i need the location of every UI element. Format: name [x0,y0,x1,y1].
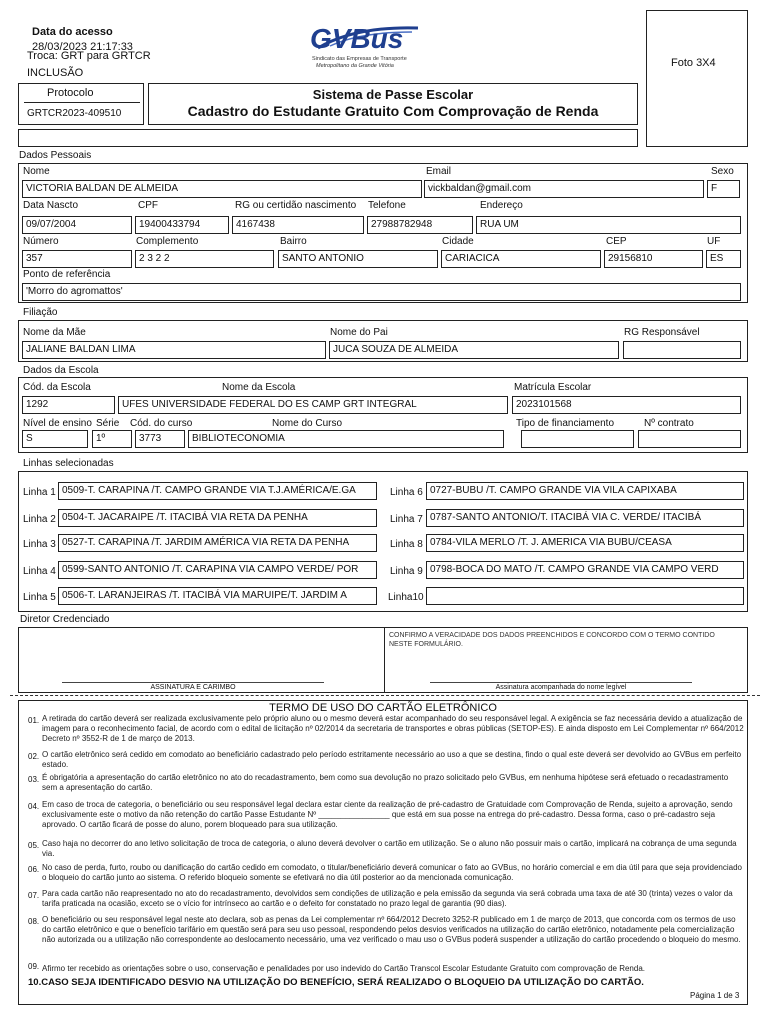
enroll-label: Matrícula Escolar [514,382,592,393]
line-field[interactable]: 0798-BOCA DO MATO /T. CAMPO GRANDE VIA CAMPO VERD [426,561,744,579]
guardian-field[interactable] [623,341,741,359]
name-field[interactable]: VICTORIA BALDAN DE ALMEIDA [22,180,422,198]
header-strip [18,129,638,147]
term-number: 03. [28,775,40,784]
grade-label: Série [96,418,120,429]
cpf-field[interactable]: 19400433794 [135,216,229,234]
line-label: Linha 6 [390,487,423,498]
confirm-text: CONFIRMO A VERACIDADE DOS DADOS PREENCHIDOS E CONCORDO COM O TERMO CONTIDO NESTE FORMULÁRIO. [389,632,715,648]
city-field[interactable]: CARIACICA [441,250,601,268]
cut-line [10,695,760,696]
access-date: 28/03/2023 21:17:33 [32,41,133,53]
term-item: A retirada do cartão deverá ser realizada exclusivamente pelo próprio aluno ou o mesmo deverá estar acompanhado do seu responsável legal. A exigência se faz necessária devido a atualização de imagem para o reconhecimento facial, de acordo com o edital de licitação nº 02/2014 da secretaria de transportes e obras públicas (SETOP-ES). E ainda disposto em Lei Complementar nº 664/2012 Decreto nº 3552-R de 1 de março de 2013. [42,714,744,743]
line-label: Linha 9 [390,566,423,577]
line-field[interactable]: 0506-T. LARANJEIRAS /T. ITACIBÁ VIA MARUIPE/T. JARDIM A [58,587,377,605]
line-label: Linha 2 [23,514,56,525]
term-number: 08. [28,917,40,926]
course-code-label: Cód. do curso [130,418,193,429]
term-item: Afirmo ter recebido as orientações sobre o uso, conservação e penalidades por uso indevido do Cartão Transcol Escolar Estudante Gratuito com comprovação de Renda. [42,964,646,973]
photo-label: Foto 3X4 [671,57,716,69]
city-label: Cidade [442,236,474,247]
uf-field[interactable]: ES [706,250,741,268]
line-field[interactable]: 0599-SANTO ANTONIO /T. CARAPINA VIA CAMPO VERDE/ POR [58,561,377,579]
personal-section-title: Dados Pessoais [19,150,92,161]
term-item: Caso haja no decorrer do ano letivo solicitação de troca de categoria, o aluno deverá devolver o cartão em utilização. Se o aluno não possuir mais o cartão, implicará na cobrança de uma segunda via. [42,839,737,858]
line-label: Linha 7 [390,514,423,525]
birth-field[interactable]: 09/07/2004 [22,216,132,234]
rg-label: RG ou certidão nascimento [235,200,357,211]
reference-label: Ponto de referência [23,269,111,280]
system-title: Sistema de Passe Escolar [312,87,474,102]
sex-label: Sexo [711,166,734,177]
cep-field[interactable]: 29156810 [604,250,703,268]
term-item-10: 10.CASO SEJA IDENTIFICADO DESVIO NA UTILIZAÇÃO DO BENEFÍCIO, SERÁ REALIZADO O BLOQUEIO DA UTILIZAÇÃO DO CARTÃO. [28,977,644,988]
line-label: Linha 8 [390,539,423,550]
district-field[interactable]: SANTO ANTONIO [278,250,438,268]
level-label: Nível de ensino [23,418,92,429]
line-field[interactable]: 0787-SANTO ANTONIO/T. ITACIBÁ VIA C. VERDE/ ITACIBÁ [426,509,744,527]
phone-field[interactable]: 27988782948 [367,216,473,234]
father-field[interactable]: JUCA SOUZA DE ALMEIDA [329,341,619,359]
name-label: Nome [23,166,50,177]
birth-label: Data Nascto [23,200,79,211]
line-label: Linha 5 [23,592,56,603]
term-number: 06. [28,865,40,874]
director-divider [384,627,385,693]
father-label: Nome do Pai [330,327,388,338]
term-number: 09. [28,962,40,971]
term-item: O beneficiário ou seu responsável legal neste ato declara, sob as penas da Lei complementar nº 664/2012 Decreto 3252-R publicado em 1 de março de 2013, que concorda com os termos de uso do cartão eletrônico e que o benefício tarifário em questão será para seu uso pessoal, respondendo pelos desvios verificados na utilização do cartão eletrônico, notadamente pela comercialização não autorizada ou a utilização não correspondente ao deslocamento necessário, uma vez verificado o mau uso o GVBus poderá suspender a utilização do cartão procedendo o bloqueio do mesmo. [42,915,741,944]
line-field[interactable]: 0784-VILA MERLO /T. J. AMERICA VIA BUBU/CEASA [426,534,744,552]
school-name-label: Nome da Escola [222,382,296,393]
guardian-label: RG Responsável [624,327,700,338]
line-field[interactable] [426,587,744,605]
term-number: 07. [28,891,40,900]
enroll-field[interactable]: 2023101568 [512,396,741,414]
line-label: Linha 1 [23,487,56,498]
funding-field[interactable] [521,430,634,448]
level-field[interactable]: S [22,430,88,448]
cep-label: CEP [606,236,627,247]
reference-field[interactable]: 'Morro do agromattos' [22,283,741,301]
email-label: Email [426,166,452,177]
logo-subtitle-2: Metropolitano da Grande Vitória [316,63,394,69]
contract-field[interactable] [638,430,741,448]
line-field[interactable]: 0504-T. JACARAIPE /T. ITACIBÁ VIA RETA DA PENHA [58,509,377,527]
mother-label: Nome da Mãe [23,327,86,338]
sign-right-label: Assinatura acompanhada do nome legível [495,684,627,691]
phone-label: Telefone [368,200,406,211]
logo-subtitle-1: Sindicato das Empresas de Transporte [312,56,407,62]
director-section-title: Diretor Credenciado [20,614,110,625]
term-item: Para cada cartão não reapresentado no ato do recadastramento, devolvidos sem condições de utilização e pela emissão da segunda via será cobrada uma taxa de até 30 (trinta) vezes o valor da tarifa praticada na ocasião, exceto se o vício for intrínseco ao cartão e o defeito for constatado no prazo legal de garantia (90 dias). [42,889,733,908]
protocol-value: GRTCR2023-409510 [27,108,122,119]
line-field[interactable]: 0727-BUBU /T. CAMPO GRANDE VIA VILA CAPIXABA [426,482,744,500]
address-label: Endereço [480,200,523,211]
term-item: Em caso de troca de categoria, o beneficiário ou seu responsável legal declara estar ciente da realização de pré-cadastro de Gratuidade com Comprovação de Renda, sujeito a aprovação, sendo exclusivamente este o motivo da não retenção do cartão Passe Estudante Nº ________________ que está em sua posse na entrega do pré-cadastro. Dessa forma, caso o pré-cadastro seja aprovado. O cartão ficará de posse do aluno, porem bloqueado para sua utilização. [42,800,733,829]
complement-field[interactable]: 2 3 2 2 [135,250,274,268]
term-item: É obrigatória a apresentação do cartão eletrônico no ato do recadastramento, bem como sua devolução no prazo solicitado pelo GVBus, em nenhuma hipótese será efetuado o recadastramento sem a apresentação do cartão. [42,773,729,792]
access-label: Data do acesso [32,26,113,38]
protocol-label: Protocolo [47,87,94,99]
number-field[interactable]: 357 [22,250,132,268]
gvbus-logo [300,18,440,74]
term-number: 01. [28,716,40,725]
complement-label: Complemento [136,236,199,247]
exchange-text: Troca: GRT para GRTCR [27,50,151,62]
cpf-label: CPF [138,200,158,211]
contract-label: Nº contrato [644,418,694,429]
school-name-field[interactable]: UFES UNIVERSIDADE FEDERAL DO ES CAMP GRT INTEGRAL [118,396,508,414]
inclusion-text: INCLUSÃO [27,67,84,79]
term-item: O cartão eletrônico será cedido em comodato ao beneficiário cadastrado pelo período estritamente necessário ao uso a que se destina, findo o qual este deverá ser devolvido ao GVBus em perfeito estado. [42,750,742,769]
rg-field[interactable]: 4167438 [232,216,364,234]
number-label: Número [23,236,59,247]
page-number: Página 1 de 3 [690,991,740,1000]
funding-label: Tipo de financiamento [516,418,615,429]
school-code-field[interactable]: 1292 [22,396,115,414]
line-label: Linha 3 [23,539,56,550]
term-number: 02. [28,752,40,761]
form-title: Cadastro do Estudante Gratuito Com Comprovação de Renda [187,103,599,119]
sign-left-label: ASSINATURA E CARIMBO [150,684,236,691]
term-item: No caso de perda, furto, roubo ou danificação do cartão cedido em comodato, o titular/beneficiário deverá comunicar o fato ao GVBus, no horário comercial e em dia útil para que seja providenciado o bloqueio do cartão junto ao sistema. O referido bloqueio somente se efetivará no dia útil posterior ao da mencionada comunicação. [42,863,742,882]
address-field[interactable]: RUA UM [476,216,741,234]
course-code-field[interactable]: 3773 [135,430,185,448]
sign-line-right [430,682,692,683]
line-label: Linha 4 [23,566,56,577]
line-field[interactable]: 0509-T. CARAPINA /T. CAMPO GRANDE VIA T.J.AMÉRICA/E.GA [58,482,377,500]
filiation-section-title: Filiação [23,307,58,318]
terms-title: TERMO DE USO DO CARTÃO ELETRÔNICO [269,702,497,714]
course-label: Nome do Curso [272,418,343,429]
line-label: Linha10 [388,592,424,603]
course-field[interactable]: BIBLIOTECONOMIA [188,430,504,448]
sign-line-left [62,682,324,683]
term-number: 05. [28,841,40,850]
logo-text: GVBus [310,23,404,54]
school-code-label: Cód. da Escola [23,382,91,393]
uf-label: UF [707,236,721,247]
district-label: Bairro [280,236,307,247]
term-number: 04. [28,802,40,811]
email-field[interactable]: vickbaldan@gmail.com [424,180,704,198]
school-section-title: Dados da Escola [23,365,99,376]
photo-box [646,10,748,147]
lines-section-title: Linhas selecionadas [23,458,114,469]
line-field[interactable]: 0527-T. CARAPINA /T. JARDIM AMÉRICA VIA RETA DA PENHA [58,534,377,552]
sex-field[interactable]: F [707,180,740,198]
grade-field[interactable]: 1º [92,430,132,448]
mother-field[interactable]: JALIANE BALDAN LIMA [22,341,326,359]
